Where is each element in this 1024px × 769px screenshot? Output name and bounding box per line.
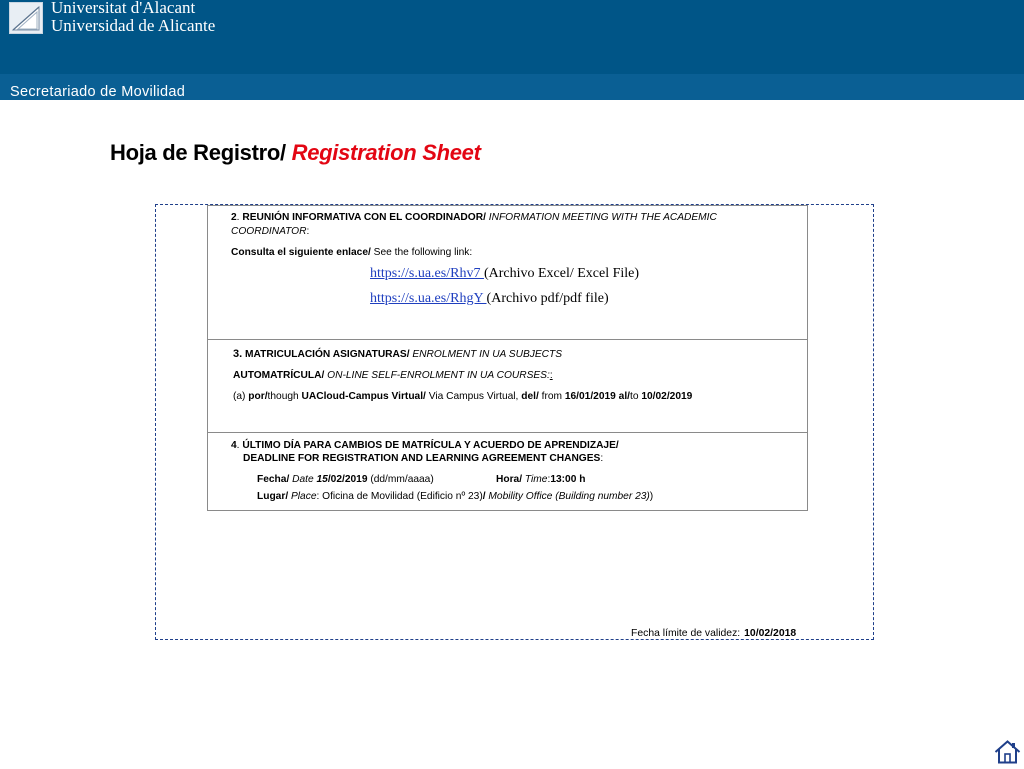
- excel-link-desc: (Archivo Excel/ Excel File): [483, 266, 640, 281]
- validity-date: [631, 628, 796, 639]
- section3-self-enrolment: AUTOMATRÍCULA/ ON-LINE SELF-ENROLMENT IN UA COURSES::: [233, 370, 553, 381]
- page-title-es: Hoja de Registro/: [110, 140, 292, 165]
- section3-dates: (a) por/though UACloud-Campus Virtual/ Via Campus Virtual, del/ from 16/01/2019 al/to 10/02/2019: [233, 391, 693, 402]
- section4-time: Hora/ Time:13:00 h: [496, 474, 586, 485]
- excel-link[interactable]: https://s.ua.es/Rhv7: [370, 266, 484, 281]
- section4-place: Lugar/ Place: Oficina de Movilidad (Edificio nº 23)/ Mobility Office (Building number 23)): [257, 491, 654, 502]
- section4-heading-en: DEADLINE FOR REGISTRATION AND LEARNING AGREEMENT CHANGES:: [243, 453, 604, 464]
- department-name: Secretariado de Movilidad: [10, 84, 186, 100]
- home-icon[interactable]: [994, 740, 1021, 764]
- pdf-link-row: [370, 292, 609, 305]
- section2-heading-line2: COORDINATOR:: [231, 226, 310, 237]
- pdf-link[interactable]: https://s.ua.es/RhgY: [370, 291, 487, 306]
- page-title-en: Registration Sheet: [291, 140, 481, 165]
- section-deadline: [208, 432, 807, 510]
- section-enrolment: [208, 339, 807, 432]
- validity-value: 10/02/2018: [744, 628, 797, 639]
- page-title: [110, 140, 481, 166]
- section2-link-label: Consulta el siguiente enlace/ See the following link:: [231, 247, 473, 258]
- section3-heading: 3. MATRICULACIÓN ASIGNATURAS/ ENROLMENT IN UA SUBJECTS: [233, 348, 563, 360]
- section2-heading: 2. REUNIÓN INFORMATIVA CON EL COORDINADOR/ INFORMATION MEETING WITH THE ACADEMIC: [231, 212, 717, 223]
- university-name-spanish: Universidad de Alicante: [51, 16, 216, 35]
- pdf-link-desc: (Archivo pdf/pdf file): [486, 291, 609, 306]
- section4-heading: 4. ÚLTIMO DÍA PARA CAMBIOS DE MATRÍCULA Y ACUERDO DE APRENDIZAJE/: [231, 440, 619, 451]
- info-table: [207, 205, 808, 511]
- section-information-meeting: [208, 206, 807, 339]
- section4-date: Fecha/ Date 15/02/2019 (dd/mm/aaaa): [257, 474, 434, 485]
- header-banner: [0, 0, 1024, 100]
- university-name-valencian: Universitat d'Alacant: [51, 0, 196, 17]
- validity-label: Fecha límite de validez:: [631, 628, 741, 639]
- excel-link-row: [370, 267, 639, 280]
- university-logo-icon: [9, 2, 43, 34]
